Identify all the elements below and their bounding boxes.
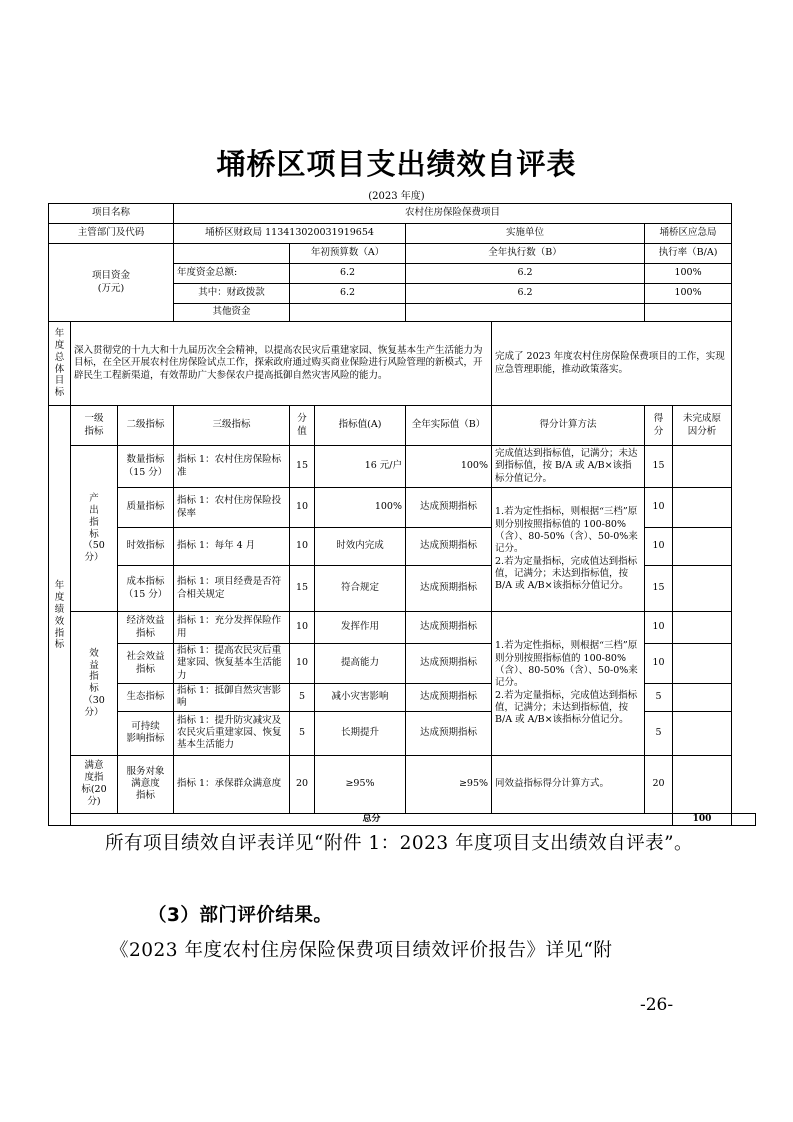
target-cell: 长期提升 xyxy=(315,711,406,755)
target-cell: 提高能力 xyxy=(315,644,406,684)
annual-indicators-label: 年 度 绩 效 指 标 xyxy=(49,406,71,826)
funds-row-a xyxy=(290,304,406,322)
score-cell: 15 xyxy=(290,566,315,612)
reason-cell xyxy=(673,488,732,528)
reason-cell xyxy=(673,528,732,566)
header-level3: 三级指标 xyxy=(174,406,290,446)
reason-cell xyxy=(673,711,732,755)
got-cell: 5 xyxy=(645,711,673,755)
header-target: 指标值(A) xyxy=(315,406,406,446)
got-cell: 10 xyxy=(645,644,673,684)
score-cell: 20 xyxy=(290,755,315,813)
header-level1: 一级 指标 xyxy=(71,406,118,446)
funds-label: 项目资金 (万元) xyxy=(49,244,174,322)
goal-actual-text: 完成了 2023 年度农村住房保险保费项目的工作，实现应急管理职能，推动政策落实。 xyxy=(492,322,732,406)
goal-plan-text: 深入贯彻党的十九大和十九届历次全会精神，以提高农民灾后重建家园、恢复基本生产生活能力为目标，在全区开展农村住房保险试点工作，探索政府通过购买商业保险进行风险管理的新模式，开辟民生工程新渠道，有效帮助广大参保农户提高抵御自然灾害风险的能力。 xyxy=(71,322,492,406)
output-indicators-label: 产 出 指 标 （50 分） xyxy=(71,446,118,612)
actual-cell: 达成预期指标 xyxy=(406,528,492,566)
header-actual: 全年实际值（B） xyxy=(406,406,492,446)
actual-cell: 达成预期指标 xyxy=(406,488,492,528)
section-heading: （3）部门评价结果。 xyxy=(148,905,333,926)
got-cell: 15 xyxy=(645,566,673,612)
method-cell: 1.若为定性指标，则根据“三档”原则分别按照指标值的 100-80%（含）、80-50%（含）、50-0%来记分。 2.若为定量指标，完成值达到指标值，记满分；未达到指标值，按 B/A 或 A/B×该指标分值记分。 xyxy=(492,488,645,612)
target-cell: 16 元/户 xyxy=(315,446,406,488)
project-name-label: 项目名称 xyxy=(49,204,174,224)
impl-unit-value: 埇桥区应急局 xyxy=(645,224,732,244)
score-cell: 10 xyxy=(290,644,315,684)
got-cell: 10 xyxy=(645,528,673,566)
level3-cell: 指标 1：农村住房保险投保率 xyxy=(174,488,290,528)
total-label: 总分 xyxy=(71,813,673,826)
level2-cell: 生态指标 xyxy=(118,684,174,712)
impl-unit-label: 实施单位 xyxy=(406,224,645,244)
score-cell: 10 xyxy=(290,612,315,644)
paragraph-report: 《2023 年度农村住房保险保费项目绩效评价报告》详见“附 xyxy=(110,940,613,961)
overall-goal-label: 年 度 总 体 目 标 xyxy=(49,322,71,406)
paragraph-attachment: 所有项目绩效自评表详见“附件 1：2023 年度项目支出绩效自评表”。 xyxy=(105,833,694,854)
level3-cell: 指标 1：充分发挥保险作用 xyxy=(174,612,290,644)
level3-cell: 指标 1：抵御自然灾害影响 xyxy=(174,684,290,712)
funds-row-label: 年度资金总额: xyxy=(174,264,290,284)
funds-row-label: 其他资金 xyxy=(174,304,290,322)
performance-table xyxy=(48,203,756,826)
reason-cell xyxy=(673,566,732,612)
got-cell: 10 xyxy=(645,612,673,644)
funds-header-a: 年初预算数（A） xyxy=(290,244,406,264)
level2-cell: 社会效益 指标 xyxy=(118,644,174,684)
target-cell: ≥95% xyxy=(315,755,406,813)
got-cell: 5 xyxy=(645,684,673,712)
page-number: -26- xyxy=(640,995,674,1015)
target-cell: 减小灾害影响 xyxy=(315,684,406,712)
project-name-value: 农村住房保险保费项目 xyxy=(174,204,732,224)
funds-row-a: 6.2 xyxy=(290,264,406,284)
funds-row-rate: 100% xyxy=(645,284,732,304)
reason-cell xyxy=(673,644,732,684)
actual-cell: ≥95% xyxy=(406,755,492,813)
reason-cell xyxy=(673,612,732,644)
got-cell: 10 xyxy=(645,488,673,528)
satisfaction-indicators-label: 满意 度指 标(20 分) xyxy=(71,755,118,813)
level3-cell: 指标 1：提高农民灾后重建家园、恢复基本生活能力 xyxy=(174,644,290,684)
actual-cell: 达成预期指标 xyxy=(406,612,492,644)
funds-header-b: 全年执行数（B） xyxy=(406,244,645,264)
funds-row-a: 6.2 xyxy=(290,284,406,304)
got-cell: 20 xyxy=(645,755,673,813)
funds-row-rate xyxy=(645,304,732,322)
method-cell: 同效益指标得分计算方式。 xyxy=(492,755,645,813)
benefit-indicators-label: 效 益 指 标 （30 分） xyxy=(71,612,118,756)
target-cell: 时效内完成 xyxy=(315,528,406,566)
page-title: 埇桥区项目支出绩效自评表 xyxy=(216,147,577,181)
actual-cell: 达成预期指标 xyxy=(406,684,492,712)
actual-cell: 达成预期指标 xyxy=(406,566,492,612)
score-cell: 5 xyxy=(290,711,315,755)
funds-header-blank xyxy=(174,244,290,264)
header-got: 得 分 xyxy=(645,406,673,446)
total-value: 100 xyxy=(673,813,732,826)
reason-cell xyxy=(673,446,732,488)
actual-cell: 100% xyxy=(406,446,492,488)
score-cell: 10 xyxy=(290,528,315,566)
reason-cell xyxy=(673,684,732,712)
actual-cell: 达成预期指标 xyxy=(406,644,492,684)
level3-cell: 指标 1：项目经费是否符合相关规定 xyxy=(174,566,290,612)
header-method: 得分计算方法 xyxy=(492,406,645,446)
page-subtitle: (2023 年度) xyxy=(368,191,425,202)
method-cell: 1.若为定性指标，则根据“三档”原则分别按照指标值的 100-80%（含）、80-50%（含）、50-0%来记分。 2.若为定量指标，完成值达到指标值，记满分；未达到指标值，按 B/A 或 A/B×该指标分值记分。 xyxy=(492,612,645,756)
score-cell: 5 xyxy=(290,684,315,712)
funds-row-b: 6.2 xyxy=(406,284,645,304)
target-cell: 发挥作用 xyxy=(315,612,406,644)
level2-cell: 数量指标 （15 分） xyxy=(118,446,174,488)
funds-row-b xyxy=(406,304,645,322)
level3-cell: 指标 1：农村住房保险标准 xyxy=(174,446,290,488)
level3-cell: 指标 1：承保群众满意度 xyxy=(174,755,290,813)
level3-cell: 指标 1：每年 4 月 xyxy=(174,528,290,566)
header-level2: 二级指标 xyxy=(118,406,174,446)
level2-cell: 经济效益 指标 xyxy=(118,612,174,644)
score-cell: 10 xyxy=(290,488,315,528)
header-reason: 未完成原 因分析 xyxy=(673,406,732,446)
level2-cell: 可持续 影响指标 xyxy=(118,711,174,755)
dept-value: 埇桥区财政局 113413020031919654 xyxy=(174,224,406,244)
funds-row-b: 6.2 xyxy=(406,264,645,284)
dept-label: 主管部门及代码 xyxy=(49,224,174,244)
level2-cell: 服务对象 满意度 指标 xyxy=(118,755,174,813)
funds-row-rate: 100% xyxy=(645,264,732,284)
total-reason xyxy=(732,813,756,826)
target-cell: 100% xyxy=(315,488,406,528)
score-cell: 15 xyxy=(290,446,315,488)
funds-header-rate: 执行率（B/A) xyxy=(645,244,732,264)
reason-cell xyxy=(673,755,732,813)
funds-row-label: 其中：财政拨款 xyxy=(174,284,290,304)
target-cell: 符合规定 xyxy=(315,566,406,612)
header-score: 分 值 xyxy=(290,406,315,446)
method-cell: 完成值达到指标值，记满分；未达到指标值，按 B/A 或 A/B×该指标分值记分。 xyxy=(492,446,645,488)
actual-cell: 达成预期指标 xyxy=(406,711,492,755)
level2-cell: 成本指标 （15 分） xyxy=(118,566,174,612)
got-cell: 15 xyxy=(645,446,673,488)
level3-cell: 指标 1：提升防灾减灾及农民灾后重建家园、恢复基本生活能力 xyxy=(174,711,290,755)
level2-cell: 质量指标 xyxy=(118,488,174,528)
level2-cell: 时效指标 xyxy=(118,528,174,566)
